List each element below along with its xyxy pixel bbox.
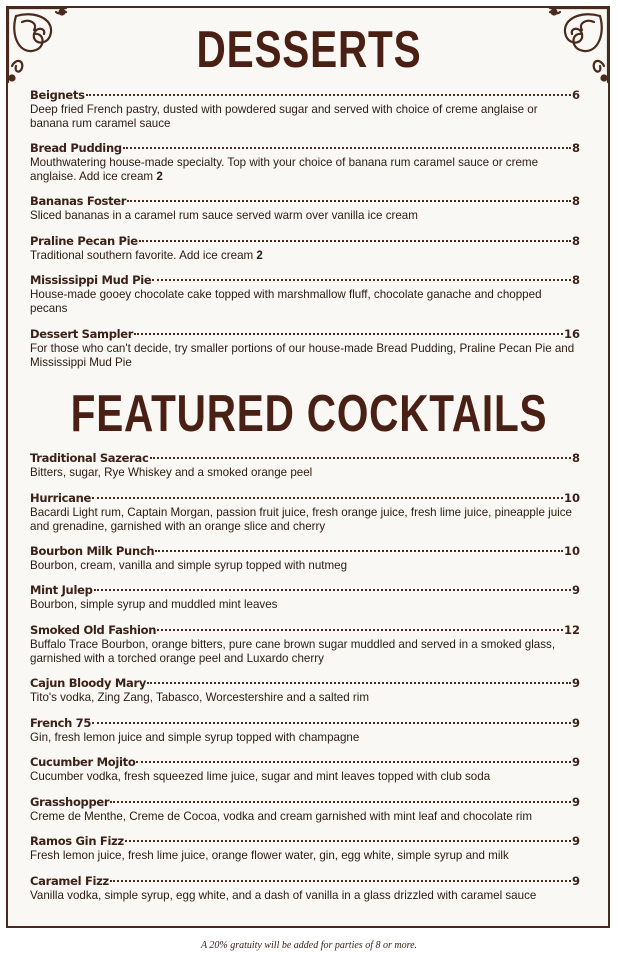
leader-dots xyxy=(86,94,571,96)
item-description xyxy=(30,249,575,263)
menu-item xyxy=(30,874,580,903)
leader-dots xyxy=(157,629,563,631)
leader-dots xyxy=(125,840,571,842)
item-name: Bananas Foster xyxy=(30,194,127,208)
item-price: 9 xyxy=(571,755,580,769)
item-name: Smoked Old Fashion xyxy=(30,623,157,637)
item-name: Caramel Fizz xyxy=(30,874,109,888)
gratuity-note: A 20% gratuity will be added for parties of 8 or more. xyxy=(200,940,418,951)
desserts-title: DESSERTS xyxy=(196,21,422,79)
item-description: Cucumber vodka, fresh squeezed lime juice, sugar and mint leaves topped with club soda xyxy=(30,770,491,783)
leader-dots xyxy=(127,200,571,202)
menu-item xyxy=(30,716,580,745)
cocktails-title: FEATURED COCKTAILS xyxy=(70,385,548,443)
leader-dots xyxy=(147,682,571,684)
leader-dots xyxy=(110,880,571,882)
item-price: 10 xyxy=(563,491,580,505)
item-description-text: Traditional southern favorite. Add ice cream xyxy=(30,249,257,262)
item-price: 9 xyxy=(571,716,580,730)
menu-item xyxy=(30,451,580,480)
leader-dots xyxy=(152,279,571,281)
item-price: 8 xyxy=(571,273,580,287)
menu-item xyxy=(30,583,580,612)
item-name: Grasshopper xyxy=(30,795,110,809)
ornament-corner-right xyxy=(544,6,610,86)
leader-dots xyxy=(155,550,563,552)
item-description: Creme de Menthe, Creme de Cocoa, vodka and cream garnished with mint leaf and chocolate rim xyxy=(30,810,533,823)
menu-item xyxy=(30,676,580,705)
item-description: Bitters, sugar, Rye Whiskey and a smoked orange peel xyxy=(30,466,313,479)
item-price: 6 xyxy=(571,88,580,102)
item-name: Bread Pudding xyxy=(30,141,122,155)
menu-item xyxy=(30,234,580,263)
item-description: Bacardi Light rum, Captain Morgan, passion fruit juice, fresh orange juice, fresh lime juice, pineapple juice and grenadine, garnished with an orange slice and cherry xyxy=(30,506,572,533)
item-description: Sliced bananas in a caramel rum sauce served warm over vanilla ice cream xyxy=(30,209,418,222)
addon-price: 2 xyxy=(256,249,263,262)
leader-dots xyxy=(150,457,571,459)
item-price: 12 xyxy=(563,623,580,637)
item-name: Ramos Gin Fizz xyxy=(30,834,124,848)
leader-dots xyxy=(136,761,571,763)
item-description: House-made gooey chocolate cake topped with marshmallow fluff, chocolate ganache and chopped pecans xyxy=(30,288,542,315)
item-description: Vanilla vodka, simple syrup, egg white, and a dash of vanilla in a glass drizzled with caramel sauce xyxy=(30,889,537,902)
item-price: 10 xyxy=(563,544,580,558)
item-description: Tito's vodka, Zing Zang, Tabasco, Worcestershire and a salted rim xyxy=(30,691,370,704)
item-price: 16 xyxy=(563,327,580,341)
item-name: French 75 xyxy=(30,716,92,730)
item-name: Bourbon Milk Punch xyxy=(30,544,155,558)
item-description: Deep fried French pastry, dusted with powdered sugar and served with choice of creme anglaise or banana rum caramel sauce xyxy=(30,103,538,130)
menu-item xyxy=(30,273,580,316)
menu-item xyxy=(30,327,580,370)
item-price: 9 xyxy=(571,795,580,809)
leader-dots xyxy=(92,497,563,499)
item-price: 9 xyxy=(571,874,580,888)
item-price: 9 xyxy=(571,676,580,690)
item-description xyxy=(30,156,575,184)
ornament-corner-left xyxy=(6,6,72,86)
menu-item xyxy=(30,834,580,863)
item-price: 8 xyxy=(571,451,580,465)
leader-dots xyxy=(94,589,571,591)
menu-item xyxy=(30,544,580,573)
addon-price: 2 xyxy=(156,170,163,183)
menu-item xyxy=(30,88,580,131)
menu-item xyxy=(30,755,580,784)
item-name: Cucumber Mojito xyxy=(30,755,136,769)
menu-item xyxy=(30,795,580,824)
item-price: 8 xyxy=(571,194,580,208)
item-price: 9 xyxy=(571,583,580,597)
item-name: Mint Julep xyxy=(30,583,93,597)
item-name: Dessert Sampler xyxy=(30,327,134,341)
leader-dots xyxy=(123,147,571,149)
item-name: Beignets xyxy=(30,88,85,102)
item-name: Traditional Sazerac xyxy=(30,451,149,465)
menu-item xyxy=(30,491,580,534)
item-description: Buffalo Trace Bourbon, orange bitters, pure cane brown sugar muddled and served in a smoked glass, garnished with a torched orange peel and Luxardo cherry xyxy=(30,638,556,665)
leader-dots xyxy=(110,801,571,803)
menu-item xyxy=(30,141,580,184)
item-description: Gin, fresh lemon juice and simple syrup topped with champagne xyxy=(30,731,360,744)
item-description-text: Mouthwatering house-made specialty. Top with your choice of banana rum caramel sauce or creme anglaise. Add ice cream xyxy=(30,156,539,183)
leader-dots xyxy=(92,722,571,724)
item-name: Cajun Bloody Mary xyxy=(30,676,147,690)
menu-item xyxy=(30,623,580,666)
item-description: Fresh lemon juice, fresh lime juice, orange flower water, gin, egg white, simple syrup and milk xyxy=(30,849,509,862)
item-name: Praline Pecan Pie xyxy=(30,234,138,248)
item-price: 8 xyxy=(571,141,580,155)
item-description: Bourbon, cream, vanilla and simple syrup topped with nutmeg xyxy=(30,559,348,572)
item-price: 8 xyxy=(571,234,580,248)
item-name: Hurricane xyxy=(30,491,91,505)
item-description: Bourbon, simple syrup and muddled mint leaves xyxy=(30,598,278,611)
leader-dots xyxy=(134,333,563,335)
item-name: Mississippi Mud Pie xyxy=(30,273,152,287)
item-description: For those who can't decide, try smaller portions of our house-made Bread Pudding, Praline Pecan Pie and Mississippi Mud Pie xyxy=(30,342,575,369)
menu-item xyxy=(30,194,580,223)
leader-dots xyxy=(139,240,571,242)
item-price: 9 xyxy=(571,834,580,848)
